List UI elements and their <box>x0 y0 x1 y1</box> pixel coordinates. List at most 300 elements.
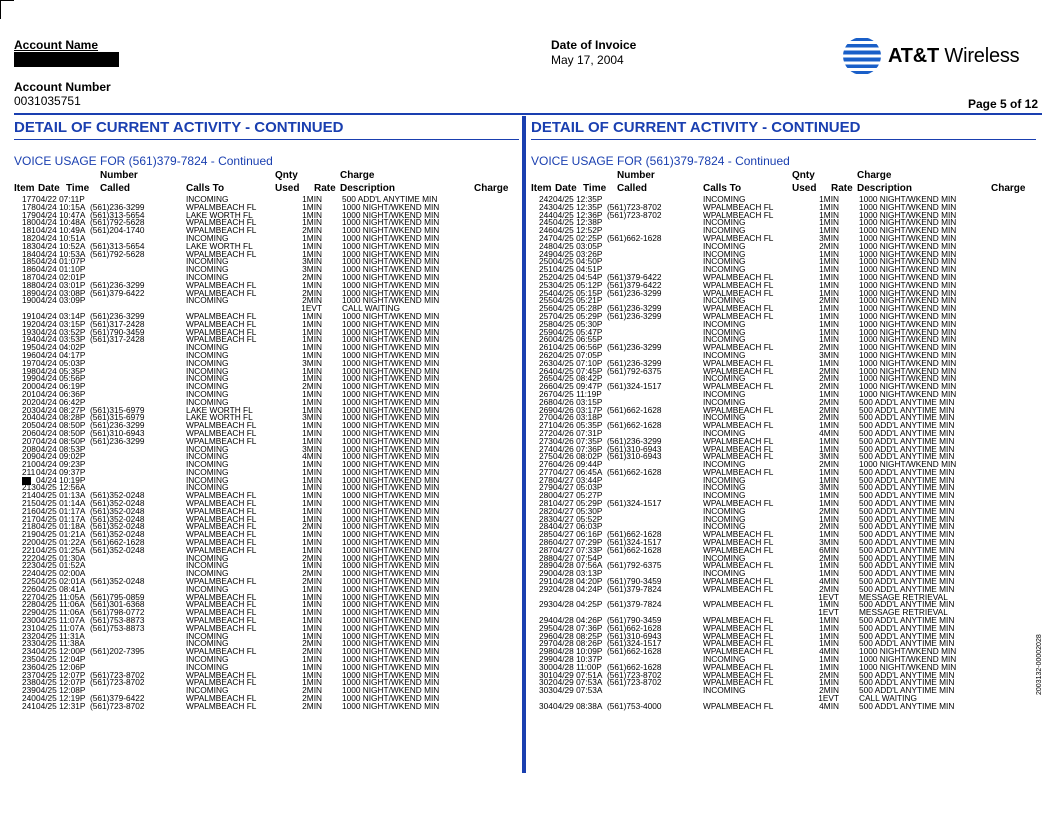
section-title: DETAIL OF CURRENT ACTIVITY - CONTINUED <box>14 119 344 136</box>
charge-description: 500 ADD'L ANYTIME MIN <box>859 490 955 501</box>
charge-description: 1000 NIGHT/WKEND MIN <box>342 232 440 243</box>
charge-description: 1000 NIGHT/WKEND MIN <box>342 279 440 290</box>
table-row <box>14 365 519 376</box>
quantity-used: 1MIN <box>302 615 322 626</box>
item-number: 214 <box>22 490 36 501</box>
charge-description: 1000 NIGHT/WKEND MIN <box>342 474 440 485</box>
call-date-time: 04/25 02:00A <box>36 568 86 579</box>
table-row <box>14 656 519 664</box>
calls-to: WPALMBEACH FL <box>703 576 774 587</box>
charge-description: 500 ADD'L ANYTIME MIN <box>859 537 955 548</box>
account-number-label: Account Number <box>14 80 111 94</box>
quantity-used: 1MIN <box>302 599 322 610</box>
quantity-used: 1MIN <box>819 303 839 314</box>
calls-to: INCOMING <box>703 248 746 259</box>
call-date-time: 04/25 11:07A <box>36 622 85 633</box>
calls-to: INCOMING <box>186 357 229 368</box>
charge-description: 1000 NIGHT/WKEND MIN <box>342 622 440 633</box>
number-called: (561)723-8702 <box>607 201 662 212</box>
number-called: (561)753-8873 <box>90 622 145 633</box>
charge-description: 500 ADD'L ANYTIME MIN <box>859 427 955 438</box>
call-date-time: 04/26 07:31P <box>553 427 603 438</box>
calls-to: INCOMING <box>186 459 229 470</box>
item-number: 264 <box>539 365 553 376</box>
item-number: 195 <box>22 342 36 353</box>
quantity-used: 4MIN <box>819 700 839 711</box>
calls-to: INCOMING <box>703 427 746 438</box>
item-number: 277 <box>539 466 553 477</box>
item-number: 196 <box>22 349 36 360</box>
quantity-used: 1MIN <box>819 654 839 665</box>
calls-to: INCOMING <box>186 443 229 454</box>
call-date-time: 04/25 12:52P <box>553 225 603 236</box>
calls-to: WPALMBEACH FL <box>703 669 774 680</box>
number-called: (561)723-8702 <box>90 700 145 711</box>
number-called: (561)753-4000 <box>607 700 662 711</box>
item-number: 228 <box>22 599 36 610</box>
quantity-used: 1MIN <box>819 287 839 298</box>
item-number: 297 <box>539 638 553 649</box>
call-date-time: 04/27 05:52P <box>553 513 603 524</box>
item-number: 218 <box>22 521 36 532</box>
header-rule <box>14 113 1042 115</box>
item-number: 185 <box>22 256 36 267</box>
table-row <box>531 500 1036 508</box>
number-called: (561)379-6422 <box>607 271 662 282</box>
table-row <box>531 513 1036 524</box>
quantity-used: 1MIN <box>302 318 322 329</box>
item-number: 275 <box>539 451 553 462</box>
call-date-time: 04/24 08:28P <box>36 412 86 423</box>
item-number: 276 <box>539 459 553 470</box>
call-date-time: 04/24 03:01P <box>36 279 86 290</box>
call-date-time: 04/27 05:30P <box>553 505 603 516</box>
table-header <box>14 168 519 196</box>
item-number: 304 <box>539 700 553 711</box>
header-date: Date <box>38 183 60 194</box>
quantity-used: 1MIN <box>819 466 839 477</box>
calls-to: INCOMING <box>186 256 229 267</box>
item-number: 289 <box>539 560 553 571</box>
charge-description: 1000 NIGHT/WKEND MIN <box>859 264 957 275</box>
number-called: (561)790-3459 <box>607 615 662 626</box>
call-date-time: 04/24 03:52P <box>36 326 86 337</box>
item-number: 237 <box>22 669 36 680</box>
call-date-time: 04/24 10:52A <box>36 240 86 251</box>
call-date-time: 04/28 03:13P <box>553 568 603 579</box>
charge-description: 500 ADD'L ANYTIME MIN <box>859 669 955 680</box>
calls-to: INCOMING <box>703 295 746 306</box>
item-number: 274 <box>539 443 553 454</box>
charge-description: 1000 NIGHT/WKEND MIN <box>859 646 957 657</box>
section-rule <box>14 139 519 140</box>
charge-description: 1000 NIGHT/WKEND MIN <box>342 615 440 626</box>
call-date-time: 04/27 06:03P <box>553 521 603 532</box>
quantity-used: 1MIN <box>302 537 322 548</box>
calls-to: LAKE WORTH FL <box>186 412 253 423</box>
header-called: Called <box>617 183 648 194</box>
charge-description: 500 ADD'L ANYTIME MIN <box>859 420 955 431</box>
header-charge-top: Charge <box>340 170 375 181</box>
call-date-time: 04/24 10:53A <box>36 248 86 259</box>
header-rate: Rate <box>314 183 336 194</box>
item-number: 217 <box>22 513 36 524</box>
item-number: 230 <box>22 615 36 626</box>
number-called: (561)352-0248 <box>90 513 145 524</box>
charge-description: 500 ADD'L ANYTIME MIN <box>859 599 955 610</box>
call-date-time: 04/27 05:27P <box>553 490 603 501</box>
calls-to: INCOMING <box>703 225 746 236</box>
calls-to: WPALMBEACH FL <box>703 342 774 353</box>
charge-description: 1000 NIGHT/WKEND MIN <box>342 381 440 392</box>
table-row <box>14 622 519 633</box>
quantity-used: 2MIN <box>302 287 322 298</box>
calls-to: WPALMBEACH FL <box>703 232 774 243</box>
document-code: 2003132-00002028 <box>1036 634 1043 695</box>
call-date-time: 04/25 12:38P <box>553 217 603 228</box>
quantity-used: 1MIN <box>819 264 839 275</box>
calls-to: WPALMBEACH FL <box>703 365 774 376</box>
quantity-used: 1MIN <box>302 630 322 641</box>
item-number: 254 <box>539 287 553 298</box>
call-date-time: 04/29 07:51A <box>553 669 603 680</box>
item-number: 223 <box>22 560 36 571</box>
number-called: (561)236-3299 <box>90 420 145 431</box>
invoice-date: May 17, 2004 <box>551 53 624 67</box>
calls-to: WPALMBEACH FL <box>186 217 257 228</box>
table-row <box>14 700 519 711</box>
number-called: (561)313-5654 <box>90 209 145 220</box>
quantity-used: 3MIN <box>819 482 839 493</box>
table-row <box>531 700 1036 711</box>
calls-to: WPALMBEACH FL <box>186 646 257 657</box>
item-number: 216 <box>22 505 36 516</box>
calls-to: INCOMING <box>186 630 229 641</box>
charge-description: 1000 NIGHT/WKEND MIN <box>859 318 957 329</box>
calls-to: INCOMING <box>703 373 746 384</box>
calls-to: WPALMBEACH FL <box>703 677 774 688</box>
item-number: 203 <box>22 404 36 415</box>
calls-to: INCOMING <box>186 194 229 204</box>
number-called: (561)795-0859 <box>90 591 145 602</box>
calls-to: WPALMBEACH FL <box>703 420 774 431</box>
call-date-time: 04/24 10:48A <box>36 217 86 228</box>
call-date-time: 04/24 06:42P <box>36 396 86 407</box>
item-number: 303 <box>539 685 553 696</box>
item-number: 241 <box>22 700 36 711</box>
charge-description: 1000 NIGHT/WKEND MIN <box>342 661 440 672</box>
number-called: (561)352-0248 <box>90 529 145 540</box>
call-date-time: 04/24 05:03P <box>36 357 86 368</box>
table-row <box>531 388 1036 399</box>
item-number: 244 <box>539 209 553 220</box>
call-date-time: 04/24 05:35P <box>36 365 86 376</box>
charge-description: 1000 NIGHT/WKEND MIN <box>342 521 440 532</box>
charge-description: 1000 NIGHT/WKEND MIN <box>342 677 440 688</box>
calls-to: WPALMBEACH FL <box>186 435 257 446</box>
quantity-used: 2MIN <box>302 568 322 579</box>
item-number: 231 <box>22 622 36 633</box>
charge-description: CALL WAITING <box>342 303 400 314</box>
number-called: (561)301-6368 <box>90 599 145 610</box>
calls-to: INCOMING <box>703 513 746 524</box>
charge-description: 1000 NIGHT/WKEND MIN <box>342 420 440 431</box>
voice-usage-title: VOICE USAGE FOR (561)379-7824 - Continued <box>14 154 273 168</box>
call-date-time: 04/24 10:15A <box>36 201 86 212</box>
call-date-time: 04/25 12:07P <box>36 677 86 688</box>
item-number: 191 <box>22 310 36 321</box>
quantity-used: 2MIN <box>819 552 839 563</box>
account-name-redacted <box>14 52 119 67</box>
call-date-time: 04/28 08:25P <box>553 630 603 641</box>
quantity-used: 1MIN <box>302 310 322 321</box>
number-called: (561)310-6943 <box>90 427 145 438</box>
number-called: (561)315-6979 <box>90 412 145 423</box>
quantity-used: 2MIN <box>302 225 322 236</box>
calls-to: WPALMBEACH FL <box>703 381 774 392</box>
quantity-used: 1MIN <box>819 388 839 399</box>
quantity-used: 2MIN <box>819 342 839 353</box>
calls-to: INCOMING <box>186 685 229 696</box>
number-called: (561)352-0248 <box>90 490 145 501</box>
charge-description: 1000 NIGHT/WKEND MIN <box>342 490 440 501</box>
item-number: 253 <box>539 279 553 290</box>
charge-description: 1000 NIGHT/WKEND MIN <box>342 513 440 524</box>
quantity-used: 2MIN <box>302 646 322 657</box>
item-number: 270 <box>539 412 553 423</box>
charge-description: MESSAGE RETRIEVAL <box>859 607 948 618</box>
calls-to: WPALMBEACH FL <box>186 498 257 509</box>
charge-description: 1000 NIGHT/WKEND MIN <box>342 295 440 306</box>
header-time: Time <box>66 183 90 194</box>
header-rate: Rate <box>831 183 853 194</box>
quantity-used: 3MIN <box>302 412 322 423</box>
calls-to: INCOMING <box>703 521 746 532</box>
item-number: 242 <box>539 194 553 204</box>
charge-description: 500 ADD'L ANYTIME MIN <box>859 615 955 626</box>
charge-description: 1000 NIGHT/WKEND MIN <box>342 357 440 368</box>
charge-description: 500 ADD'L ANYTIME MIN <box>859 529 955 540</box>
calls-to: WPALMBEACH FL <box>703 583 774 594</box>
item-number: 284 <box>539 521 553 532</box>
call-date-time: 04/25 08:41A <box>36 583 86 594</box>
call-date-time: 04/24 08:53P <box>36 443 86 454</box>
quantity-used: 2MIN <box>819 669 839 680</box>
account-name-label: Account Name <box>14 38 99 52</box>
item-number: 239 <box>22 685 36 696</box>
charge-description: 500 ADD'L ANYTIME MIN <box>859 443 955 454</box>
table-row <box>531 248 1036 259</box>
calls-to: WPALMBEACH FL <box>186 513 257 524</box>
item-number: 211 <box>22 466 36 477</box>
charge-description: 500 ADD'L ANYTIME MIN <box>859 513 955 524</box>
charge-description: 1000 NIGHT/WKEND MIN <box>342 459 440 470</box>
calls-to: INCOMING <box>703 194 746 204</box>
calls-to: WPALMBEACH FL <box>186 505 257 516</box>
charge-description: 1000 NIGHT/WKEND MIN <box>342 435 440 446</box>
charge-description: 1000 NIGHT/WKEND MIN <box>859 209 957 220</box>
call-date-time: 04/24 08:27P <box>36 404 86 415</box>
call-date-time: 04/24 10:47A <box>36 209 86 220</box>
charge-description: 1000 NIGHT/WKEND MIN <box>342 412 440 423</box>
charge-description: 1000 NIGHT/WKEND MIN <box>859 225 957 236</box>
charge-description: 1000 NIGHT/WKEND MIN <box>859 388 957 399</box>
calls-to: WPALMBEACH FL <box>703 310 774 321</box>
table-row <box>14 357 519 368</box>
globe-icon <box>842 36 882 76</box>
call-date-time: 04/24 10:51A <box>36 232 86 243</box>
calls-to: INCOMING <box>703 318 746 329</box>
charge-description: 1000 NIGHT/WKEND MIN <box>342 427 440 438</box>
header-used: Used <box>275 183 300 194</box>
att-wireless-logo <box>842 36 1019 76</box>
item-number: 282 <box>539 505 553 516</box>
item-number: 252 <box>539 271 553 282</box>
call-date-time: 04/25 09:47P <box>553 381 603 392</box>
call-date-time: 04/25 01:18A <box>36 521 86 532</box>
quantity-used: 1MIN <box>302 482 322 493</box>
call-date-time: 04/25 05:21P <box>553 295 603 306</box>
quantity-used: 1MIN <box>302 420 322 431</box>
call-date-time: 04/25 01:25A <box>36 544 86 555</box>
charge-description: 1000 NIGHT/WKEND MIN <box>859 194 957 204</box>
charge-description: 1000 NIGHT/WKEND MIN <box>859 357 957 368</box>
calls-to: WPALMBEACH FL <box>186 700 257 711</box>
quantity-used: 1MIN <box>302 334 322 345</box>
table-row <box>531 466 1036 477</box>
calls-to: WPALMBEACH FL <box>186 544 257 555</box>
call-date-time: 04/25 06:55P <box>553 334 603 345</box>
call-date-time: 04/25 02:01A <box>36 576 86 587</box>
item-number: 280 <box>539 490 553 501</box>
quantity-used: 1MIN <box>302 209 322 220</box>
quantity-used: 3MIN <box>819 451 839 462</box>
charge-description: 1000 NIGHT/WKEND MIN <box>859 271 957 282</box>
charge-description: 1000 NIGHT/WKEND MIN <box>342 482 440 493</box>
invoice-date-label: Date of Invoice <box>551 38 637 52</box>
item-number: 235 <box>22 654 36 665</box>
quantity-used: 1MIN <box>819 420 839 431</box>
item-number: 194 <box>22 334 36 345</box>
item-number: 221 <box>22 544 36 555</box>
charge-description: 1000 NIGHT/WKEND MIN <box>859 349 957 360</box>
charge-description: 500 ADD'L ANYTIME MIN <box>859 685 955 696</box>
call-date-time: 04/25 06:56P <box>553 342 603 353</box>
quantity-used: 1MIN <box>302 591 322 602</box>
quantity-used: 1MIN <box>302 279 322 290</box>
table-row <box>14 562 519 570</box>
call-date-time: 04/24 01:07P <box>36 256 86 267</box>
quantity-used: 1MIN <box>302 490 322 501</box>
number-called: (561)379-6422 <box>90 287 145 298</box>
charge-description: 1000 NIGHT/WKEND MIN <box>342 388 440 399</box>
calls-to: LAKE WORTH FL <box>186 404 253 415</box>
call-date-time: 04/25 01:22A <box>36 537 86 548</box>
charge-description: 1000 NIGHT/WKEND MIN <box>342 638 440 649</box>
quantity-used: 1MIN <box>302 404 322 415</box>
charge-description: 1000 NIGHT/WKEND MIN <box>342 583 440 594</box>
call-date-time: 04/24 03:09P <box>36 295 86 306</box>
item-number: 257 <box>539 310 553 321</box>
calls-to: WPALMBEACH FL <box>703 646 774 657</box>
table-row <box>531 258 1036 266</box>
left-column <box>14 118 519 711</box>
calls-to: WPALMBEACH FL <box>703 271 774 282</box>
quantity-used: 2MIN <box>302 295 322 306</box>
charge-description: 1000 NIGHT/WKEND MIN <box>342 225 440 236</box>
calls-to: WPALMBEACH FL <box>703 661 774 672</box>
charge-description: 500 ADD'L ANYTIME MIN <box>859 638 955 649</box>
quantity-used: 1MIN <box>819 201 839 212</box>
page-number: Page 5 of 12 <box>967 97 1038 111</box>
charge-description: 500 ADD'L ANYTIME MIN <box>859 583 955 594</box>
calls-to: INCOMING <box>703 334 746 345</box>
item-number: 204 <box>22 412 36 423</box>
calls-to: WPALMBEACH FL <box>703 201 774 212</box>
quantity-used: 1MIN <box>819 318 839 329</box>
quantity-used: 2MIN <box>302 552 322 563</box>
calls-to: WPALMBEACH FL <box>703 544 774 555</box>
charge-description: 1000 NIGHT/WKEND MIN <box>342 685 440 696</box>
charge-description: 1000 NIGHT/WKEND MIN <box>342 576 440 587</box>
item-number: 246 <box>539 225 553 236</box>
calls-to: INCOMING <box>186 654 229 665</box>
call-date-time: 04/28 11:00P <box>553 661 602 672</box>
calls-to: WPALMBEACH FL <box>186 287 257 298</box>
quantity-used: 1MIN <box>819 615 839 626</box>
table-row <box>14 227 519 235</box>
quantity-used: 1MIN <box>819 677 839 688</box>
call-date-time: 04/25 11:05A <box>36 591 85 602</box>
item-number: 198 <box>22 365 36 376</box>
charge-description: 1000 NIGHT/WKEND MIN <box>342 287 440 298</box>
quantity-used: 1MIN <box>819 630 839 641</box>
quantity-used: 2MIN <box>819 583 839 594</box>
item-number: 197 <box>22 357 36 368</box>
charge-description: 1000 NIGHT/WKEND MIN <box>859 217 957 228</box>
item-number: 249 <box>539 248 553 259</box>
call-date-time: 04/26 07:35P <box>553 435 603 446</box>
quantity-used: 1MIN <box>819 622 839 633</box>
quantity-used: 1MIN <box>302 388 322 399</box>
call-date-time: 04/25 12:35P <box>553 201 603 212</box>
charge-description: 500 ADD'L ANYTIME MIN <box>859 552 955 563</box>
table-row <box>14 552 519 563</box>
call-date-time: 04/27 06:16P <box>553 529 603 540</box>
charge-description: 1000 NIGHT/WKEND MIN <box>342 505 440 516</box>
quantity-used: 2MIN <box>819 459 839 470</box>
usage-table-left <box>14 196 519 711</box>
charge-description: 1000 NIGHT/WKEND MIN <box>859 326 957 337</box>
charge-description: 1000 NIGHT/WKEND MIN <box>859 381 957 392</box>
quantity-used: 1MIN <box>819 326 839 337</box>
calls-to: INCOMING <box>703 505 746 516</box>
call-date-time: 04/25 05:30P <box>553 318 603 329</box>
item-number: 240 <box>22 693 36 703</box>
calls-to: INCOMING <box>186 342 229 353</box>
charge-description: 500 ADD'L ANYTIME MIN <box>859 630 955 641</box>
calls-to: WPALMBEACH FL <box>186 248 257 259</box>
call-date-time: 04/27 07:54P <box>553 552 603 563</box>
number-called: (561)352-0248 <box>90 521 145 532</box>
quantity-used: 1MIN <box>819 310 839 321</box>
charge-description: 1000 NIGHT/WKEND MIN <box>342 334 440 345</box>
number-called: (561)236-3299 <box>607 303 662 314</box>
item-number: 236 <box>22 661 36 672</box>
charge-description: 1000 NIGHT/WKEND MIN <box>859 661 957 672</box>
charge-description: 1000 NIGHT/WKEND MIN <box>342 630 440 641</box>
calls-to: WPALMBEACH FL <box>186 310 257 321</box>
